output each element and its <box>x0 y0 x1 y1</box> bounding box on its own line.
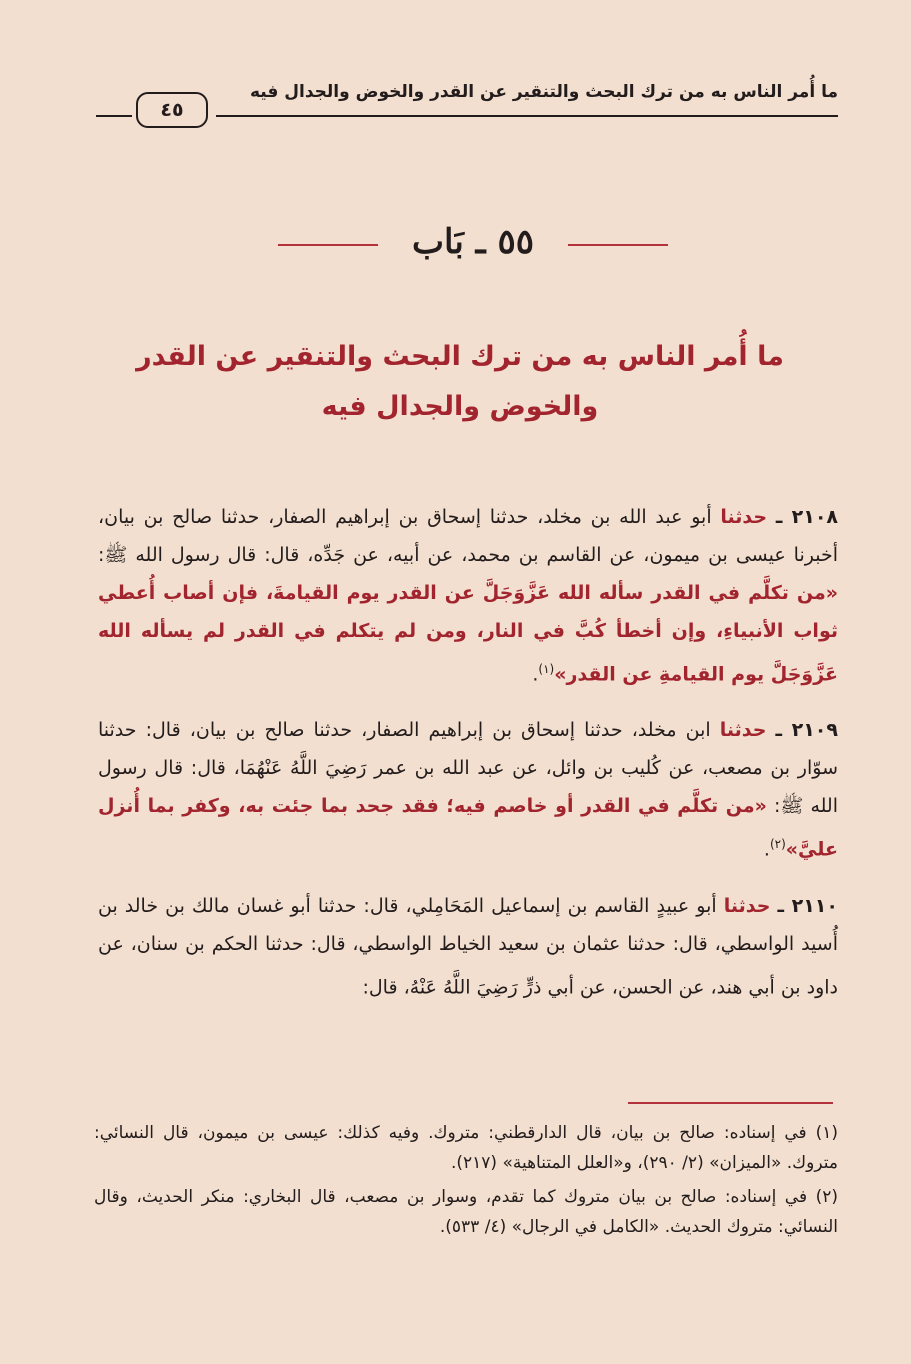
hadith-isnad: ابن مخلد، حدثنا إسحاق بن إبراهيم الصفار، حدثنا صالح بن بيان، قال: حدثنا سوّار بن مصعب، عن كُليب بن وائل، عن عبد الله بن عمر رَضِيَ اللَّهُ عَنْهُمَا، قال: قال رسول الله ﷺ: <box>98 719 838 818</box>
footnote-2: (٢) في إسناده: صالح بن بيان متروك كما تقدم، وسوار بن مصعب، قال البخاري: منكر الحديث، وقال النسائي: متروك الحديث. «الكامل في الرجال» (٤/ ٥٣٣). <box>94 1187 838 1237</box>
footnote-ref[interactable]: (٢) <box>769 837 786 852</box>
running-title: ما أُمر الناس به من ترك البحث والتنقير عن القدر والخوض والجدال فيه <box>249 82 838 102</box>
hadith-end: . <box>532 663 539 686</box>
chapter-rule-left <box>278 244 378 246</box>
page-number: ٤٥ <box>136 92 208 128</box>
haddathana-label: حدثنا <box>723 894 771 917</box>
chapter-heading <box>278 222 668 270</box>
hadith-matn: «من تكلَّم في القدر سأله الله عَزَّوَجَلَّ عن القدر يوم القيامةَ، فإن أصاب أُعطي ثواب الأنبياءِ، وإن أخطأ كُبَّ في النار، ومن لم يتكلم في القدر لم يسأله الله عَزَّوَجَلَّ يوم القيامةِ عن القدر» <box>98 582 838 686</box>
hadith-matn: «من تكلَّم في القدر أو خاصم فيه؛ فقد جحد بما جئت به، وكفر بما أُنزل عليَّ» <box>98 795 838 861</box>
hadith-end: . <box>763 838 770 861</box>
footnotes <box>94 1118 838 1246</box>
hadith-number: ٢١١٠ ـ <box>777 894 838 917</box>
hadith-2110 <box>98 887 838 1006</box>
chapter-number: ٥٥ ـ بَاب <box>412 222 534 262</box>
section-title-line1: ما أُمر الناس به من ترك البحث والتنقير عن القدر <box>136 341 784 372</box>
header-rule-left <box>96 115 132 117</box>
hadith-number: ٢١٠٨ ـ <box>775 506 839 528</box>
hadith-isnad: أبو عبد الله بن مخلد، حدثنا إسحاق بن إبراهيم الصفار، حدثنا صالح بن بيان، أخبرنا عيسى بن ميمون، عن القاسم بن محمد، عن أبيه، عن جَدِّه، قال: قال رسول الله ﷺ: <box>98 506 838 566</box>
footnote-separator <box>628 1102 833 1104</box>
haddathana-label: حدثنا <box>719 719 767 742</box>
hadith-2109 <box>98 711 838 868</box>
hadith-number: ٢١٠٩ ـ <box>775 719 838 742</box>
hadith-isnad: أبو عبيدٍ القاسم بن إسماعيل المَحَامِلي، قال: حدثنا أبو غسان مالك بن خالد بن أُسيد الواسطي، قال: حدثنا عثمان بن سعيد الخياط الواسطي، قال: حدثنا الحكم بن سنان، عن داود بن أبي هند، عن الحسن، عن أبي ذرٍّ رَضِيَ اللَّهُ عَنْهُ، قال: <box>98 894 838 998</box>
chapter-rule-right <box>568 244 668 246</box>
running-header <box>96 82 838 130</box>
footnote-ref[interactable]: (١) <box>538 662 555 676</box>
haddathana-label: حدثنا <box>720 506 768 528</box>
footnote-1: (١) في إسناده: صالح بن بيان، قال الدارقطني: متروك. وفيه كذلك: عيسى بن ميمون، قال النسائي: متروك. «الميزان» (٢/ ٢٩٠)، و«العلل المتناهية» (٢١٧). <box>94 1123 838 1173</box>
header-rule-right <box>216 115 838 117</box>
section-title <box>110 332 810 432</box>
hadith-2108 <box>98 498 838 693</box>
hadith-list <box>98 498 838 1024</box>
section-title-line2: والخوض والجدال فيه <box>321 391 599 422</box>
